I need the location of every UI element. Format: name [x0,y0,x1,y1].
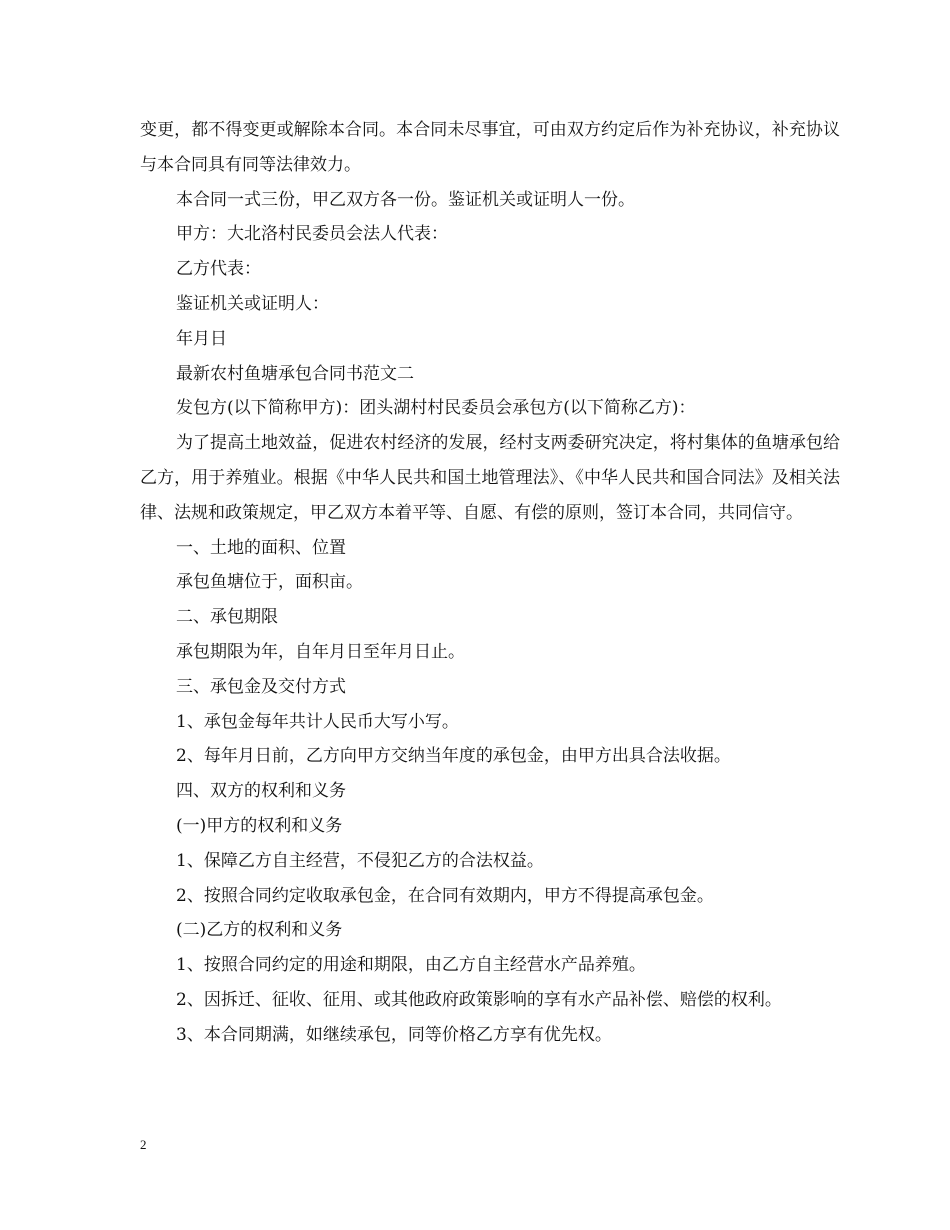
paragraph: 承包期限为年，自年月日至年月日止。 [176,641,465,662]
paragraph: 发包方(以下简称甲方)：团头湖村村民委员会承包方(以下简称乙方)： [176,398,696,419]
sub-clause-heading: (二)乙方的权利和义务 [176,920,343,941]
document-body [140,113,840,1053]
sub-clause-heading: (一)甲方的权利和义务 [176,815,343,836]
paragraph: 乙方代表： [176,259,261,280]
paragraph: 3、本合同期满，如继续承包，同等价格乙方享有优先权。 [176,1024,612,1045]
paragraph: 本合同一式三份，甲乙双方各一份。鉴证机关或证明人一份。 [176,189,635,210]
paragraph: 1、按照合同约定的用途和期限，由乙方自主经营水产品养殖。 [176,955,646,976]
clause-heading: 四、双方的权利和义务 [176,781,346,802]
clause-heading: 二、承包期限 [176,607,278,628]
paragraph: 1、承包金每年共计人民币大写小写。 [176,711,459,732]
paragraph: 鉴证机关或证明人： [176,293,329,314]
paragraph: 2、按照合同约定收取承包金，在合同有效期内，甲方不得提高承包金。 [176,885,714,906]
paragraph: 为了提高土地效益，促进农村经济的发展，经村支两委研究决定，将村集体的鱼塘承包给乙方，用于养殖业。根据《中华人民共和国土地管理法》、《中华人民共和国合同法》及相关法律、法规和政策规定，甲乙双方本着平等、自愿、有偿的原则，签订本合同，共同信守。 [140,433,840,523]
clause-heading: 一、土地的面积、位置 [176,537,346,558]
paragraph: 变更，都不得变更或解除本合同。本合同未尽事宜，可由双方约定后作为补充协议，补充协议与本合同具有同等法律效力。 [140,120,840,175]
clause-heading: 三、承包金及交付方式 [176,676,346,697]
paragraph: 2、每年月日前，乙方向甲方交纳当年度的承包金，由甲方出具合法收据。 [176,746,731,767]
page-number: 2 [140,1137,147,1152]
paragraph: 甲方：大北洛村民委员会法人代表： [176,224,448,245]
paragraph: 承包鱼塘位于，面积亩。 [176,572,363,593]
paragraph: 1、保障乙方自主经营，不侵犯乙方的合法权益。 [176,850,544,871]
paragraph: 2、因拆迁、征收、征用、或其他政府政策影响的享有水产品补偿、赔偿的权利。 [176,989,782,1010]
paragraph: 年月日 [176,328,227,349]
section-title: 最新农村鱼塘承包合同书范文二 [176,363,414,384]
